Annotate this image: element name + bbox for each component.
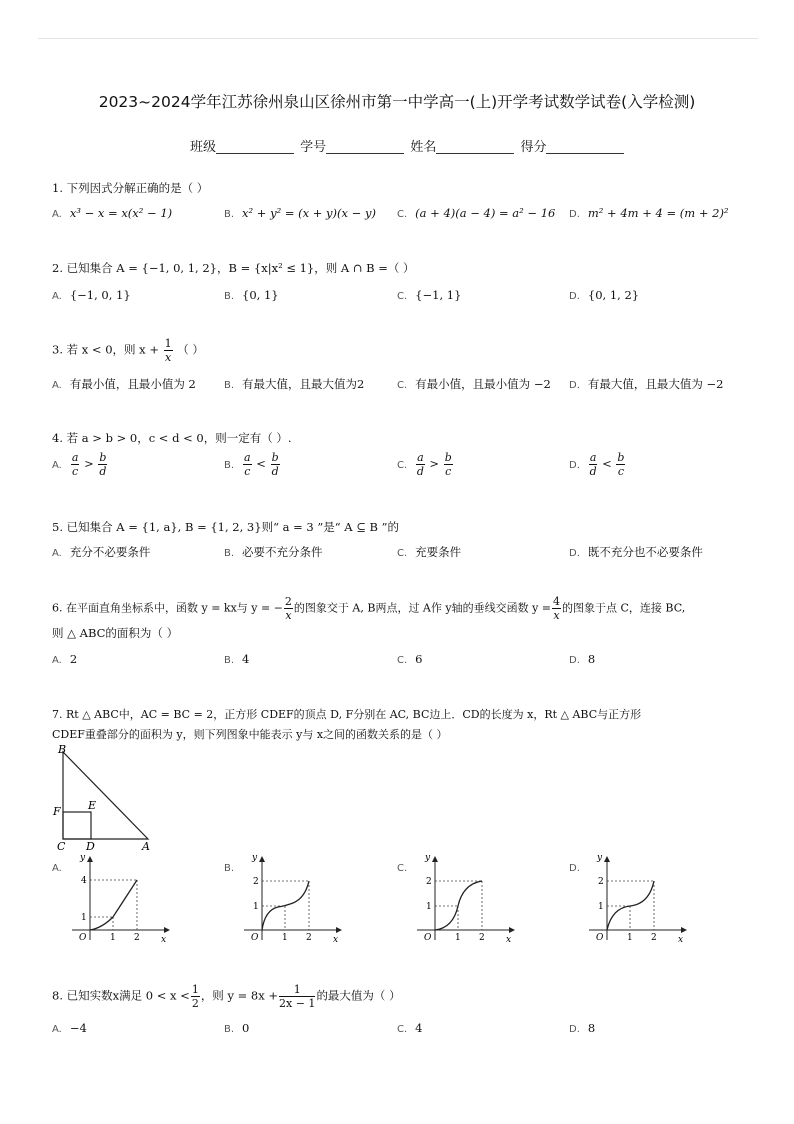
option-text: {−1, 0, 1} (69, 288, 131, 302)
option-text: x³ − x = x(x² − 1) (69, 206, 173, 220)
q4-option-d[interactable] (569, 452, 626, 477)
y-tick-1: 1 (598, 902, 604, 912)
q3-stem-pre: 3. 若 x < 0，则 x + (52, 342, 159, 357)
y-axis-label: y (252, 854, 258, 863)
denominator: d (271, 465, 279, 478)
q5-stem: 5. 已知集合 A = {1, a}, B = {1, 2, 3}则“ a = 3 ”是“ A ⊆ B ”的 (52, 520, 400, 534)
origin-label: O (251, 933, 259, 943)
denominator: c (244, 465, 251, 478)
origin-label: O (596, 933, 604, 943)
option-text: 有最小值，且最小值为 −2 (415, 377, 551, 391)
field-number-blank[interactable] (326, 139, 404, 154)
triangle-abc (63, 752, 148, 839)
square-cdef (63, 812, 91, 839)
function-curve (607, 881, 654, 930)
y-arrow-icon (259, 856, 265, 862)
q8-stem (52, 984, 401, 1009)
field-score-label: 得分 (520, 140, 547, 155)
denominator: c (72, 465, 79, 478)
q7-option-b-graph[interactable] (238, 854, 348, 944)
q4-option-c[interactable] (397, 452, 454, 477)
field-class-label: 班级 (190, 140, 217, 155)
q1-stem: 1. 下列因式分解正确的是（ ） (52, 181, 209, 195)
option-text: {0, 1} (242, 288, 279, 302)
numerator: a (417, 451, 424, 464)
q3-fraction (164, 338, 173, 363)
numerator: 1 (191, 983, 199, 996)
y-arrow-icon (432, 856, 438, 862)
q8-fraction-1 (191, 984, 200, 1009)
denominator: x (165, 351, 172, 364)
vertex-d-label: D (86, 840, 95, 853)
y-arrow-icon (604, 856, 610, 862)
option-text: 2 (69, 652, 78, 666)
q8-option-d[interactable] (569, 1021, 595, 1035)
option-label: C. (397, 863, 408, 874)
q7-option-a-graph[interactable] (66, 854, 176, 944)
option-label: C. (397, 459, 408, 471)
q6-stem-line2: 则 △ ABC的面积为（ ） (52, 626, 179, 640)
option-text: 6 (415, 652, 423, 666)
q6-stem-c: 的图象于点 C，连接 BC, (562, 601, 686, 615)
y-tick-1: 1 (253, 902, 259, 912)
option-label: A. (52, 655, 62, 666)
y-tick-max: 2 (598, 877, 604, 887)
numerator: 4 (553, 595, 561, 608)
vertex-b-label: B (58, 743, 67, 756)
option-text: 必要不充分条件 (242, 545, 323, 559)
q6-fraction-2 (552, 596, 561, 621)
option-text: x² + y² = (x + y)(x − y) (242, 206, 376, 220)
option-label: A. (52, 548, 62, 559)
x-tick-2: 2 (134, 933, 140, 943)
y-axis-label: y (80, 854, 86, 863)
x-tick-2: 2 (479, 933, 485, 943)
y-tick-max: 2 (426, 877, 432, 887)
operator: > (429, 456, 440, 471)
q7-option-c-graph[interactable] (411, 854, 521, 944)
q6-option-a[interactable] (52, 652, 77, 666)
option-label: B. (224, 291, 235, 302)
option-label: B. (224, 863, 235, 874)
option-label: C. (397, 291, 408, 302)
q5-option-b[interactable] (224, 544, 323, 560)
x-arrow-icon (336, 927, 342, 933)
q2-stem: 2. 已知集合 A = {−1, 0, 1, 2}，B = {x|x² ≤ 1}，则 A ∩ B =（ ） (52, 261, 415, 275)
x-tick-1: 1 (455, 933, 461, 943)
option-label: A. (52, 863, 62, 874)
q8-option-a[interactable] (52, 1021, 87, 1035)
y-axis-label: y (597, 854, 603, 863)
option-label: B. (224, 380, 235, 391)
q2-option-d[interactable] (569, 288, 639, 302)
vertex-e-label: E (88, 799, 97, 812)
option-text: 有最小值，且最小值为 2 (69, 377, 196, 391)
option-label: D. (569, 209, 580, 220)
q6-fraction-1 (284, 596, 293, 621)
option-text: 充要条件 (415, 545, 462, 559)
option-label: D. (569, 291, 580, 302)
q4-option-b[interactable] (224, 452, 281, 477)
option-text: {−1, 1} (415, 288, 462, 302)
option-label: C. (397, 1024, 408, 1035)
frac-right (444, 452, 453, 477)
q5-option-c[interactable] (397, 544, 461, 560)
option-label: B. (224, 459, 235, 471)
y-axis-label: y (425, 854, 431, 863)
q5-option-a[interactable] (52, 544, 150, 560)
denominator: d (416, 465, 424, 478)
numerator: b (617, 451, 625, 464)
option-text: 充分不必要条件 (69, 545, 151, 559)
field-name-blank[interactable] (436, 139, 514, 154)
numerator: a (589, 451, 597, 464)
q6-option-d[interactable] (569, 652, 595, 666)
option-label: C. (397, 209, 408, 220)
q1-option-c[interactable] (397, 206, 555, 220)
option-label: A. (52, 291, 62, 302)
denominator: 2x − 1 (279, 997, 316, 1010)
operator: > (84, 456, 94, 471)
frac-left (416, 452, 425, 477)
q3-stem (52, 338, 204, 363)
q8-stem-c: 的最大值为（ ） (316, 988, 401, 1003)
option-label: D. (569, 459, 580, 471)
vertex-a-label: A (142, 840, 150, 853)
field-number-label: 学号 (300, 140, 327, 155)
x-tick-1: 1 (110, 933, 116, 943)
q8-option-c[interactable] (397, 1021, 423, 1035)
q2-option-c[interactable] (397, 288, 461, 302)
option-text: 有最大值，且最大值为 −2 (587, 377, 724, 391)
option-label: A. (52, 380, 62, 391)
option-label: C. (397, 380, 408, 391)
q1-option-a[interactable] (52, 206, 172, 220)
function-curve (90, 880, 137, 930)
q2-option-b[interactable] (224, 288, 279, 302)
q8-stem-b: ，则 y = 8x + (200, 988, 279, 1003)
x-tick-1: 1 (282, 933, 288, 943)
y-tick-max: 2 (253, 877, 259, 887)
page-title: 2023~2024学年江苏徐州泉山区徐州市第一中学高一(上)开学考试数学试卷(入学检测) (98, 93, 696, 111)
x-axis-label: x (333, 935, 339, 944)
q3-stem-post: （ ） (177, 342, 204, 357)
option-text: m² + 4m + 4 = (m + 2)² (587, 206, 729, 220)
option-label: C. (397, 655, 408, 666)
option-label: A. (52, 1024, 62, 1035)
option-text: 4 (415, 1021, 423, 1035)
numerator: 2 (284, 595, 292, 608)
q3-option-c[interactable] (397, 376, 551, 392)
option-text: (a + 4)(a − 4) = a² − 16 (415, 206, 556, 220)
option-label: D. (569, 548, 580, 559)
x-arrow-icon (164, 927, 170, 933)
q1-option-b[interactable] (224, 206, 376, 220)
frac-left (589, 452, 598, 477)
q8-option-b[interactable] (224, 1021, 249, 1035)
q2-option-a[interactable] (52, 288, 131, 302)
option-label: B. (224, 209, 235, 220)
denominator: c (445, 465, 452, 478)
frac-left (243, 452, 252, 477)
option-label: D. (569, 380, 580, 391)
x-axis-label: x (678, 935, 684, 944)
frac-right (98, 452, 107, 477)
field-name-label: 姓名 (410, 140, 437, 155)
denominator: d (99, 465, 107, 478)
option-text: 4 (242, 652, 250, 666)
q8-stem-a: 8. 已知实数x满足 0 < x < (52, 988, 190, 1003)
q7-triangle-figure (50, 742, 160, 854)
numerator: a (71, 451, 79, 464)
option-text: 既不充分也不必要条件 (587, 545, 703, 559)
operator: < (256, 456, 266, 471)
numerator: 1 (164, 337, 172, 350)
numerator: b (271, 451, 279, 464)
denominator: x (285, 609, 292, 622)
origin-label: O (424, 933, 432, 943)
y-tick-max: 4 (81, 876, 87, 886)
q6-option-c[interactable] (397, 652, 423, 666)
q7-option-d-graph[interactable] (583, 854, 693, 944)
option-text: 8 (587, 652, 596, 666)
option-label: B. (224, 1024, 235, 1035)
frac-right (616, 452, 625, 477)
top-rule (38, 38, 758, 39)
q3-option-b[interactable] (224, 376, 364, 392)
option-label: B. (224, 548, 235, 559)
field-class-blank[interactable] (216, 139, 294, 154)
q4-stem: 4. 若 a > b > 0，c < d < 0，则一定有（ ）. (52, 431, 292, 445)
numerator: b (99, 451, 107, 464)
q3-option-d[interactable] (569, 376, 724, 392)
y-tick-1: 1 (81, 913, 87, 923)
y-tick-1: 1 (426, 902, 432, 912)
function-curve (262, 881, 309, 930)
denominator: 2 (191, 997, 199, 1010)
function-curve (435, 881, 482, 930)
frac-left (71, 452, 80, 477)
denominator: c (617, 465, 625, 478)
q6-stem (52, 596, 685, 621)
q6-stem-b: 的图象交于 A, B两点，过 A作 y轴的垂线交函数 y = (293, 601, 552, 615)
numerator: a (244, 451, 251, 464)
x-tick-2: 2 (306, 933, 312, 943)
option-text: 0 (242, 1021, 250, 1035)
origin-label: O (79, 933, 87, 943)
numerator: 1 (279, 984, 315, 997)
q3-option-a[interactable] (52, 376, 196, 392)
option-text: 8 (587, 1021, 596, 1035)
option-text: {0, 1, 2} (587, 288, 640, 302)
q6-stem-a: 6. 在平面直角坐标系中，函数 y = kx与 y = − (52, 601, 283, 615)
q5-option-d[interactable] (569, 544, 703, 560)
option-text: 有最大值，且最大值为2 (242, 377, 365, 391)
x-arrow-icon (509, 927, 515, 933)
x-arrow-icon (681, 927, 687, 933)
operator: < (602, 456, 612, 471)
y-arrow-icon (87, 856, 93, 862)
x-axis-label: x (161, 935, 167, 944)
q8-fraction-2 (279, 984, 315, 1009)
q7-stem-line1: 7. Rt △ ABC中，AC = BC = 2，正方形 CDEF的顶点 D, F分别在 AC, BC边上．CD的长度为 x，Rt △ ABC与正方形 (52, 708, 642, 721)
option-text: −4 (69, 1021, 87, 1035)
option-label: C. (397, 548, 408, 559)
q6-option-b[interactable] (224, 652, 249, 666)
denominator: x (553, 609, 560, 622)
vertex-c-label: C (57, 840, 66, 853)
field-score-blank[interactable] (546, 139, 624, 154)
x-tick-1: 1 (627, 933, 633, 943)
option-label: D. (569, 1024, 580, 1035)
denominator: d (589, 465, 597, 478)
x-tick-2: 2 (651, 933, 657, 943)
frac-right (271, 452, 280, 477)
option-label: A. (52, 459, 62, 471)
q7-stem-line2: CDEF重叠部分的面积为 y，则下列图象中能表示 y与 x之间的函数关系的是（ ） (52, 728, 448, 741)
option-label: D. (569, 863, 580, 874)
option-label: A. (52, 209, 62, 220)
option-label: D. (569, 655, 580, 666)
student-info (190, 136, 626, 155)
option-label: B. (224, 655, 235, 666)
vertex-f-label: F (53, 805, 61, 818)
q1-option-d[interactable] (569, 206, 729, 220)
numerator: b (444, 451, 452, 464)
x-axis-label: x (506, 935, 512, 944)
q4-option-a[interactable] (52, 452, 108, 477)
